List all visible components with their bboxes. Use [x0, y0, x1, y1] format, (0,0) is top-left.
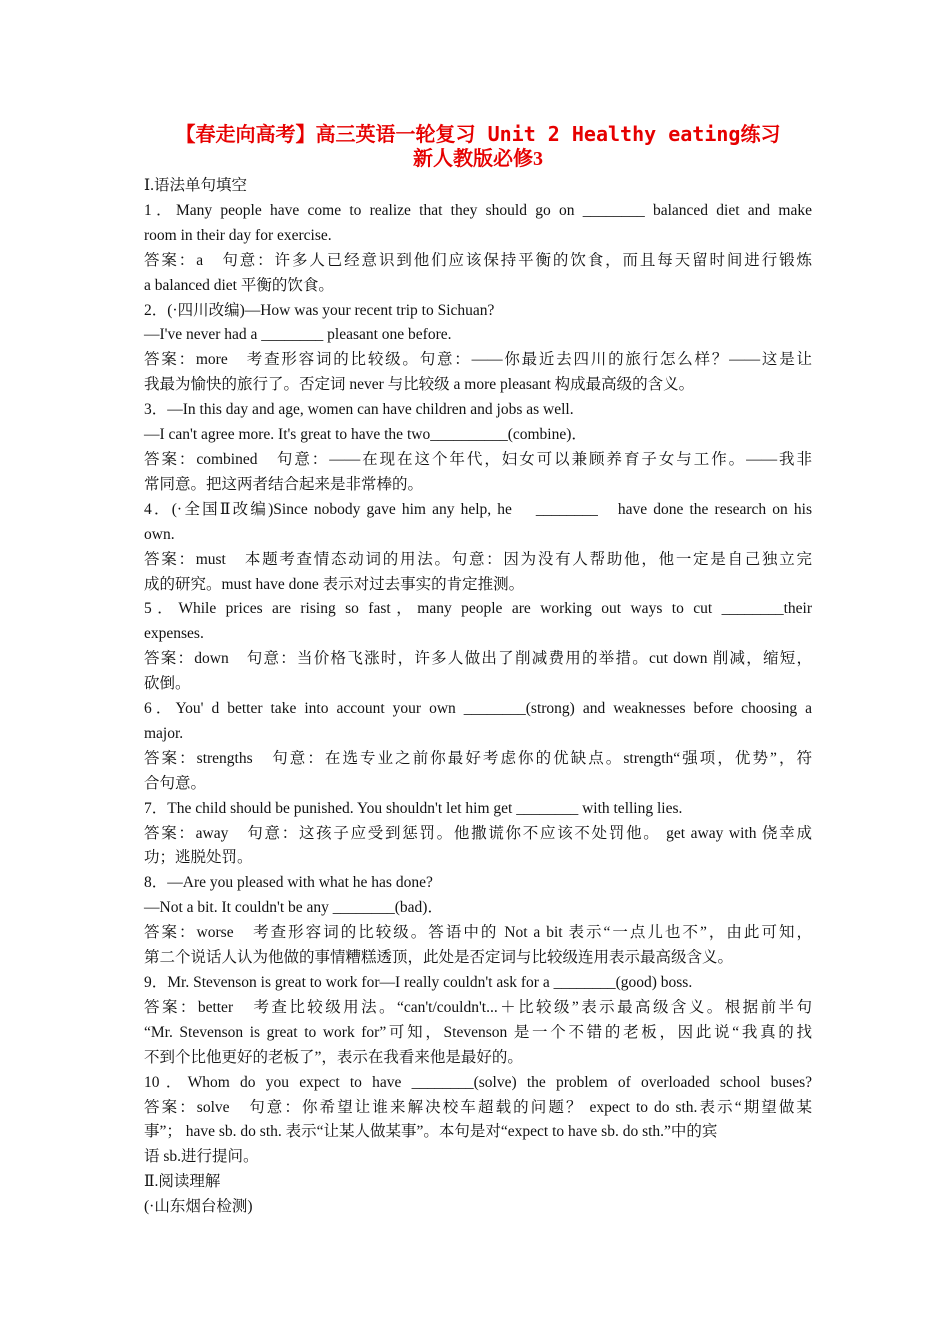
document-page [144, 122, 812, 1220]
text-line: 成的研究。must have done 表示对过去事实的肯定推测。 [144, 575, 525, 593]
text-line: 答案：solve 句意：你希望让谁来解决校车超载的问题？ expect to do sth.表示“期望做某 [144, 1098, 812, 1116]
text-line: a balanced diet 平衡的饮食。 [144, 276, 334, 294]
text-line: 语 sb.进行提问。 [144, 1148, 259, 1166]
text-line: 砍倒。 [144, 675, 191, 693]
text-line: —I can't agree more. It's great to have the two__________(combine)． [144, 426, 587, 444]
document-title-line1: 【春走向高考】高三英语一轮复习 Unit 2 Healthy eating练习 [175, 122, 781, 146]
text-line: 事”； have sb. do sth. 表示“让某人做某事”。本句是对“expect to have sb. do sth.”中的宾 [144, 1123, 718, 1141]
text-line: own. [144, 525, 175, 543]
text-line: 常同意。把这两者结合起来是非常棒的。 [144, 475, 424, 493]
text-line: room in their day for exercise. [144, 226, 332, 244]
document-title-line2: 新人教版必修3 [413, 148, 543, 170]
text-line: 答案：strengths 句意：在选专业之前你最好考虑你的优缺点。strength“强项，优势”，符 [144, 749, 812, 767]
text-line: 答案：down 句意：当价格飞涨时，许多人做出了削减费用的举措。cut down 削减，缩短， [144, 650, 812, 668]
text-line: 9．Mr. Stevenson is great to work for—I really couldn't ask for a ________(good) boss. [144, 974, 693, 991]
text-line: 功；逃脱处罚。 [144, 849, 253, 867]
text-line: 1．Many people have come to realize that they should go on ________ balanced diet and make [144, 201, 812, 219]
text-line: 第二个说话人认为他做的事情糟糕透顶，此处是否定词与比较级连用表示最高级含义。 [144, 949, 734, 967]
text-line: 我最为愉快的旅行了。否定词 never 与比较级 a more pleasant 构成最高级的含义。 [144, 376, 695, 394]
text-line: 2．(·四川改编)—How was your recent trip to Sichuan? [144, 301, 495, 319]
exercise-lines [144, 199, 812, 1170]
text-line: 不到个比他更好的老板了”，表示在我看来他是最好的。 [144, 1048, 523, 1066]
text-line: 7．The child should be punished. You shouldn't let him get ________ with telling lies. [144, 799, 683, 817]
source-note: (·山东烟台检测) [144, 1198, 253, 1216]
text-line: 答案：must 本题考查情态动词的用法。句意：因为没有人帮助他，他一定是自己独立完 [144, 550, 812, 568]
text-line: “Mr. Stevenson is great to work for”可知，Stevenson 是一个不错的老板，因此说“我真的找 [144, 1023, 812, 1041]
section-heading-reading: Ⅱ.阅读理解 [144, 1173, 221, 1191]
text-line: 6．You' d better take into account your own ________(strong) and weaknesses before choosing a [144, 700, 812, 718]
text-line: 答案：better 考查比较级用法。“can't/couldn't...＋比较级”表示最高级含义。根据前半句 [144, 998, 812, 1016]
text-line: 答案：away 句意：这孩子应受到惩罚。他撒谎你不应该不处罚他。 get away with 侥幸成 [144, 824, 812, 842]
text-line: 10．Whom do you expect to have ________(solve) the problem of overloaded school buses? [144, 1073, 812, 1091]
section-heading-grammar: Ⅰ.语法单句填空 [144, 177, 247, 194]
text-line: 答案：a 句意：许多人已经意识到他们应该保持平衡的饮食，而且每天留时间进行锻炼 [144, 251, 812, 269]
text-line: 答案：more 考查形容词的比较级。句意：——你最近去四川的旅行怎么样？——这是让 [144, 351, 812, 369]
text-line: 5．While prices are rising so fast，many people are working out ways to cut ________their [144, 600, 812, 618]
text-line: 4．(·全国Ⅱ改编)Since nobody gave him any help, he ________ have done the research on his [144, 500, 812, 518]
text-line: 答案：combined 句意：——在现在这个年代，妇女可以兼顾养育子女与工作。——我非 [144, 450, 812, 468]
text-line: 合句意。 [144, 774, 207, 792]
text-line: —Not a bit. It couldn't be any ________(bad)． [144, 899, 443, 917]
text-line: 答案：worse 考查形容词的比较级。答语中的 Not a bit 表示“一点儿也不”，由此可知， [144, 924, 812, 942]
text-line: —I've never had a ________ pleasant one before. [144, 326, 452, 344]
text-line: 8．—Are you pleased with what he has done? [144, 874, 433, 892]
text-line: major. [144, 724, 184, 742]
text-line: expenses. [144, 625, 204, 643]
text-line: 3．—In this day and age, women can have children and jobs as well. [144, 401, 574, 419]
